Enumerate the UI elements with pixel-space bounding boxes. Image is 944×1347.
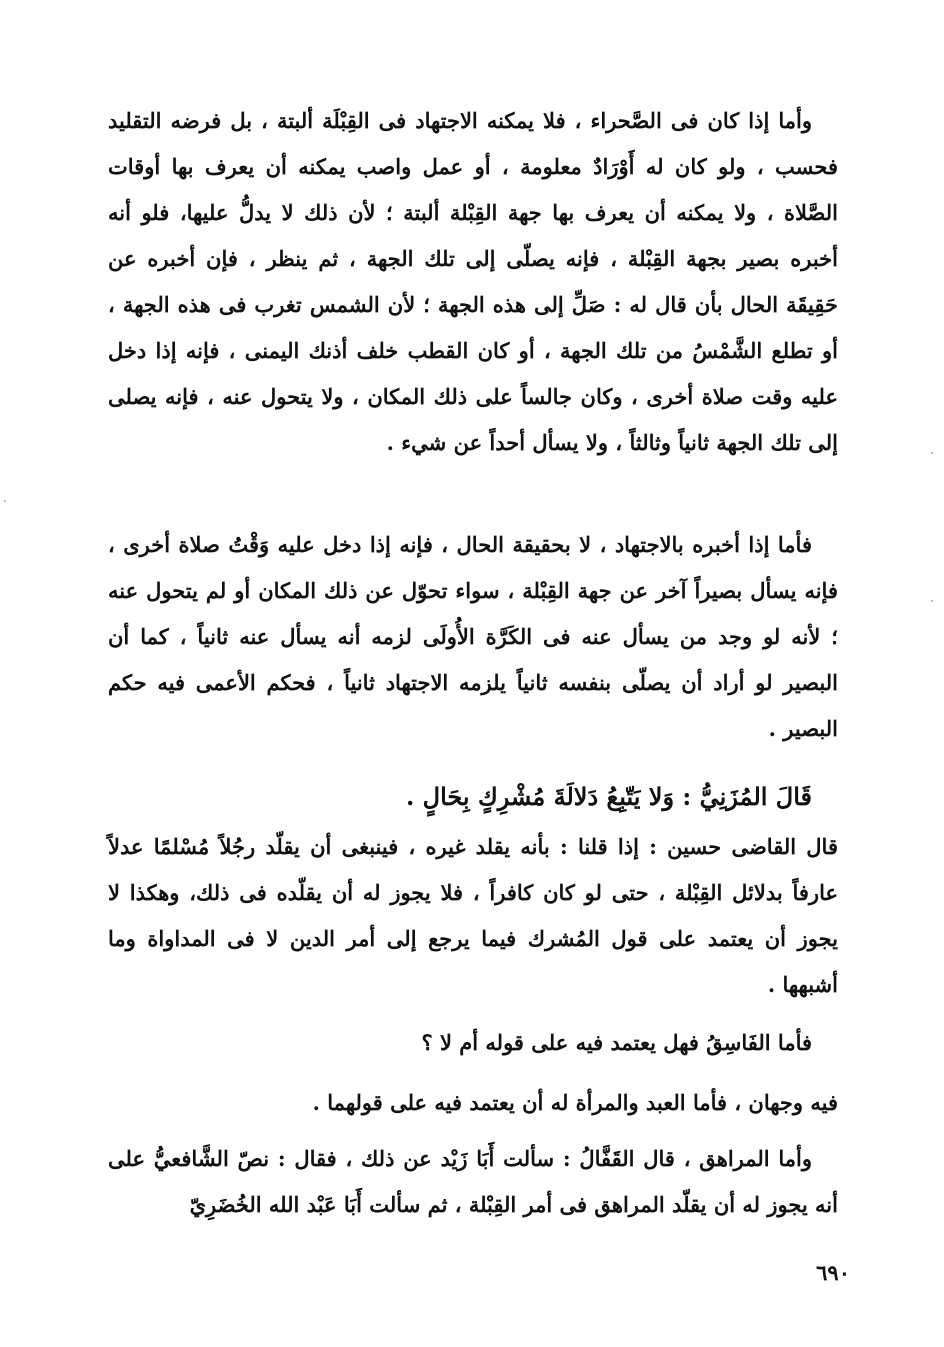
body-text-block-3 <box>108 824 838 1008</box>
body-text-block-4 <box>108 1020 838 1066</box>
paragraph-3: قال القاضى حسين : إذا قلنا : بأنه يقلد غيره ، فينبغى أن يقلّد رجُلاً مُسْلمًا عدلاً عارفاً بدلائل القِبْلة ، حتى لو كان كافراً ، فلا يجوز له أن يقلّده فى ذلك، وهكذا لا يجوز أن يعتمد على قول المُشرك فيما يرجع إلى أمر الدين لا فى المداواة وما أشبهها . <box>108 834 838 997</box>
scan-speck-3 <box>4 500 6 502</box>
muzani-quote-heading: قَالَ المُزَنِيُّ : وَلا يَتّبِعُ دَلالَةَ مُشْرِكٍ بِحَالٍ . <box>405 782 812 811</box>
paragraph-4: فأما الفَاسِقُ فهل يعتمد فيه على قوله أم لا ؟ <box>421 1030 812 1055</box>
body-text-block-2 <box>108 522 838 752</box>
paragraph-2: فأما إذا أخبره بالاجتهاد ، لا بحقيقة الحال ، فإنه إذا دخل عليه وَقْتُ صلاة أخرى ، فإنه يسأل بصيراً آخر عن جهة القِبْلة ، سواء تحوّل عن ذلك المكان أو لم يتحول عنه ؛ لأنه لو وجد من يسأل عنه فى الكَرَّة الأُولَى لزمه أنه يسأل عنه ثانياً ، كما أن البصير لو أراد أن يصلّى بنفسه ثانياً يلزمه الاجتهاد ثانياً ، فحكم الأعمى فيه حكم البصير . <box>108 532 838 741</box>
scan-speck <box>931 452 933 454</box>
page-number: ٦٩٠ <box>816 1260 850 1285</box>
paragraph-5: فيه وجهان ، فأما العبد والمرأة له أن يعتمد فيه على قولهما . <box>312 1090 838 1115</box>
body-text-block-6 <box>108 1136 838 1228</box>
paragraph-1: وأما إذا كان فى الصَّحراء ، فلا يمكنه الاجتهاد فى القِبْلَة ألبتة ، بل فرضه التقليد فحسب ، ولو كان له أَوْرَادٌ معلومة ، أو عمل واصب يمكنه أن يعرف بها أوقات الصَّلاة ، ولا يمكنه أن يعرف بها جهة القِبْلة ألبتة ؛ لأن ذلك لا يدلُّ عليها، فلو أنه أخبره بصير بجهة القِبْلة ، فإنه يصلّى إلى تلك الجهة ، ثم ينظر ، فإن أخبره عن حَقِيقَة الحال بأن قال له : صَلِّ إلى هذه الجهة ؛ لأن الشمس تغرب فى هذه الجهة ، أو تطلع الشَّمْسُ من تلك الجهة ، أو كان القطب خلف أذنك اليمنى ، فإنه إذا دخل عليه وقت صلاة أخرى ، وكان جالساً على ذلك المكان ، ولا يتحول عنه ، فإنه يصلى إلى تلك الجهة ثانياً وثالثاً ، ولا يسأل أحداً عن شيء . <box>108 108 838 455</box>
heading-block <box>108 774 838 820</box>
body-text-block-5 <box>108 1080 838 1126</box>
paragraph-6: وأما المراهق ، قال القَفَّالُ : سألت أَبَا زَيْد عن ذلك ، فقال : نصّ الشَّافعيُّ على أنه يجوز له أن يقلّد المراهق فى أمر القِبْلة ، ثم سألت أَبَا عَبْد الله الخُضَرِيّ <box>108 1146 838 1217</box>
body-text-block <box>108 98 838 466</box>
scan-speck-2 <box>931 600 933 602</box>
